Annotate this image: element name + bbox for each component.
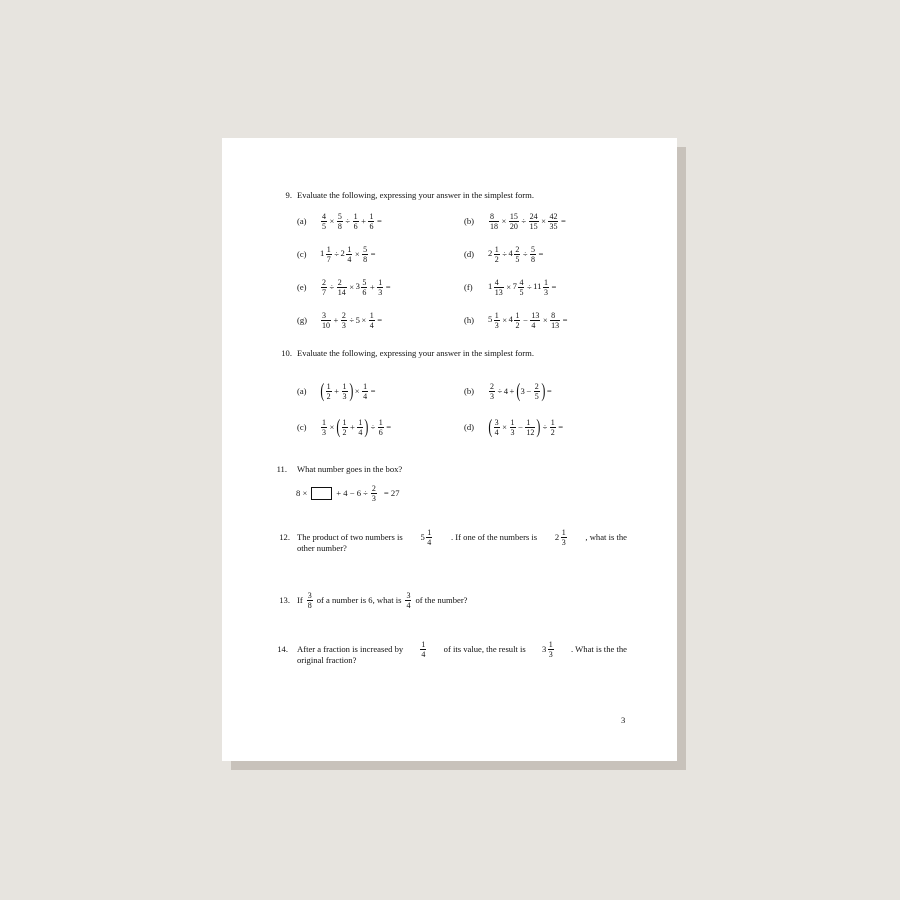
q9-text: Evaluate the following, expressing your answer in the simplest form. <box>297 190 534 200</box>
q12-number: 12. <box>279 532 290 542</box>
q9g-expression: $\frac{3}{10}$ + $\frac{2}{3}$ ÷ 5 × $\frac{1}{4}$ = <box>322 310 383 330</box>
q10a-label: (a) <box>297 386 307 396</box>
q10-text: Evaluate the following, expressing your answer in the simplest form. <box>297 348 534 358</box>
q9c-label: (c) <box>297 249 307 259</box>
q9f-label: (f) <box>464 282 473 292</box>
q10a-expression: ( $\frac{1}{2}$ + $\frac{1}{3}$ ) × $\frac{1}{4}$ = <box>320 380 376 402</box>
q9g-label: (g) <box>297 315 308 325</box>
q11-expression: 8 × + 4 − 6 ÷ $\frac{2}{3}$ = 27 <box>296 483 400 503</box>
q10d-expression: ( $\frac{3}{4}$ × $\frac{1}{3}$ − $\frac{1}{12}$ ) ÷ $\frac{1}{2}$ = <box>488 416 564 438</box>
q10-number: 10. <box>281 348 292 358</box>
q13-line: If $\frac{3}{8}$ of a number is 6, what is $\frac{3}{4}$ of the number? <box>297 590 468 610</box>
q14-line1: After a fraction is increased by $\frac{1}{4}$ of its value, the result is 3 $\frac{1}{3}$ . What is the the <box>297 639 627 659</box>
q10c-expression: $\frac{1}{3}$ × ( $\frac{1}{2}$ + $\frac{1}{4}$ ) ÷ $\frac{1}{6}$ = <box>322 416 392 438</box>
q9a-label: (a) <box>297 216 307 226</box>
q13-number: 13. <box>279 595 290 605</box>
answer-box[interactable] <box>311 487 332 500</box>
page-number: 3 <box>621 715 626 725</box>
q9c-expression: 1 $\frac{1}{7}$ ÷ 2 $\frac{1}{4}$ × $\frac{5}{8}$ = <box>320 244 376 264</box>
q10b-label: (b) <box>464 386 475 396</box>
q9h-expression: 5 $\frac{1}{3}$ × 4 $\frac{1}{2}$ − $\frac{13}{4}$ × $\frac{8}{13}$ = <box>488 310 568 330</box>
q10d-label: (d) <box>464 422 475 432</box>
q9b-label: (b) <box>464 216 475 226</box>
q11-text: What number goes in the box? <box>297 464 403 474</box>
q9-number: 9. <box>285 190 292 200</box>
worksheet-page <box>222 138 677 761</box>
q12-line1: The product of two numbers is 5 $\frac{1}{4}$ . If one of the numbers is 2 $\frac{1}{3}$ , what is the <box>297 527 627 547</box>
q10b-expression: $\frac{2}{3}$ ÷ 4 + ( 3 − $\frac{2}{5}$ ) = <box>490 380 552 402</box>
q14-number: 14. <box>277 644 288 654</box>
q9d-label: (d) <box>464 249 475 259</box>
q11-number: 11. <box>276 464 287 474</box>
q9e-label: (e) <box>297 282 307 292</box>
q9a-expression: $\frac{4}{5}$ × $\frac{5}{8}$ ÷ $\frac{1}{6}$ + $\frac{1}{6}$ = <box>322 211 382 231</box>
q9b-expression: $\frac{8}{18}$ × $\frac{15}{20}$ ÷ $\frac{24}{15}$ × $\frac{42}{35}$ = <box>490 211 566 231</box>
q10c-label: (c) <box>297 422 307 432</box>
q9h-label: (h) <box>464 315 475 325</box>
q9d-expression: 2 $\frac{1}{2}$ ÷ 4 $\frac{2}{5}$ ÷ $\frac{5}{8}$ = <box>488 244 544 264</box>
q9e-expression: $\frac{2}{7}$ ÷ $\frac{2}{14}$ × 3 $\frac{5}{6}$ + $\frac{1}{3}$ = <box>322 277 391 297</box>
q14-line2: original fraction? <box>297 655 357 665</box>
q9f-expression: 1 $\frac{4}{13}$ × 7 $\frac{4}{5}$ ÷ 11 $\frac{1}{3}$ = <box>488 277 557 297</box>
q12-line2: other number? <box>297 543 347 553</box>
